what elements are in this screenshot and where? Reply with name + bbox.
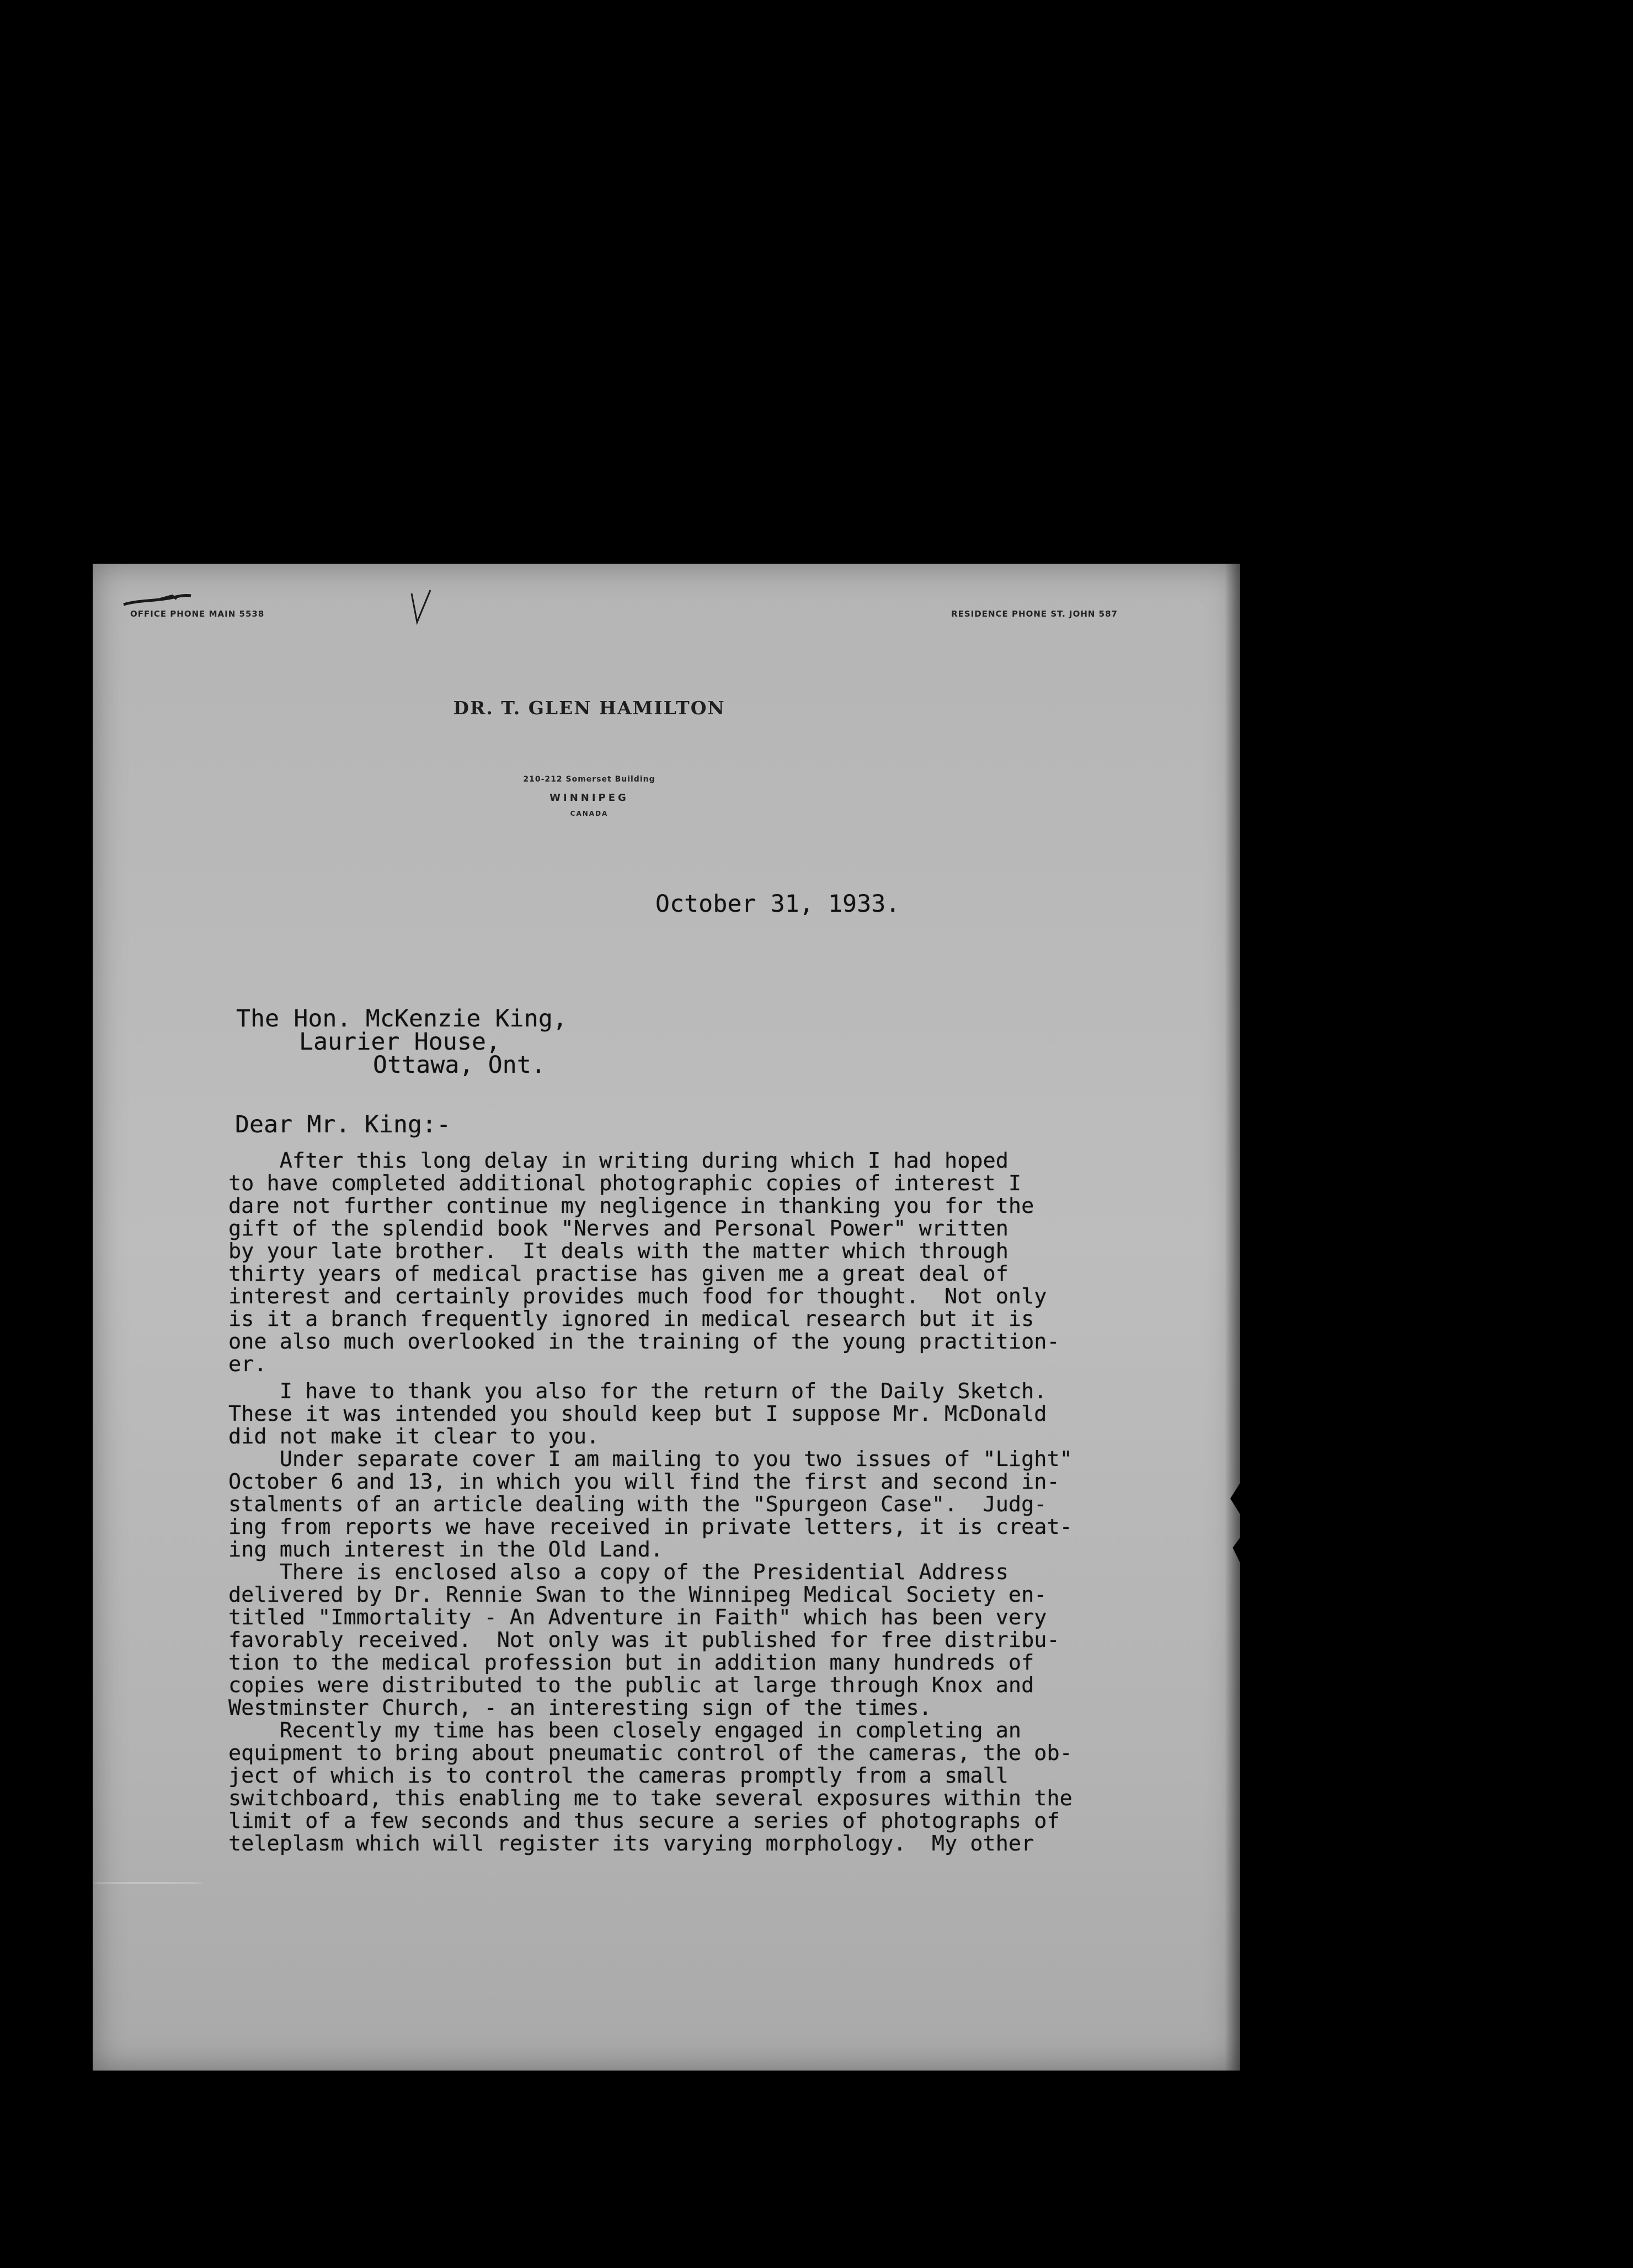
body-line: teleplasm which will register its varying morphology. My other	[228, 1831, 1034, 1856]
recipient-city: Ottawa, Ont.	[373, 1051, 546, 1079]
letterhead-address-city: WINNIPEG	[549, 792, 629, 804]
recipient-house: Laurier House,	[299, 1028, 501, 1056]
body-line: is it a branch frequently ignored in medical research but it is	[228, 1307, 1034, 1331]
body-line: did not make it clear to you.	[228, 1424, 600, 1449]
body-line: er.	[228, 1352, 267, 1377]
paper-edge-shadow	[1225, 564, 1240, 2071]
office-phone: OFFICE PHONE MAIN 5538	[130, 609, 265, 619]
residence-phone: RESIDENCE PHONE ST. JOHN 587	[951, 609, 1118, 619]
body-line: titled "Immortality - An Adventure in Faith" which has been very	[228, 1605, 1047, 1630]
letterhead-name: DR. T. GLEN HAMILTON	[453, 697, 725, 719]
body-line: switchboard, this enabling me to take several exposures within the	[228, 1786, 1072, 1811]
body-line: ject of which is to control the cameras promptly from a small	[228, 1763, 1008, 1788]
body-line: favorably received. Not only was it published for free distribu-	[228, 1628, 1060, 1652]
body-line: dare not further continue my negligence in thanking you for the	[228, 1194, 1034, 1218]
body-line: tion to the medical profession but in addition many hundreds of	[228, 1650, 1034, 1675]
letterhead-address-building: 210-212 Somerset Building	[523, 775, 655, 784]
body-line: copies were distributed to the public at large through Knox and	[228, 1673, 1034, 1698]
body-line: ing much interest in the Old Land.	[228, 1537, 664, 1562]
body-line: There is enclosed also a copy of the Presidential Address	[228, 1560, 1008, 1585]
body-line: thirty years of medical practise has given me a great deal of	[228, 1261, 1008, 1286]
body-line: Westminster Church, - an interesting sign of the times.	[228, 1695, 932, 1720]
letter-body	[228, 1149, 1177, 1855]
letter-page	[93, 564, 1240, 2071]
body-line: to have completed additional photographic copies of interest I	[228, 1171, 1022, 1196]
letterhead-address-country: CANADA	[570, 810, 609, 817]
body-line: These it was intended you should keep but I suppose Mr. McDonald	[228, 1402, 1047, 1426]
body-line: October 6 and 13, in which you will find the first and second in-	[228, 1469, 1060, 1494]
recipient-name: The Hon. McKenzie King,	[236, 1005, 568, 1033]
body-line: one also much overlooked in the training of the young practition-	[228, 1329, 1060, 1354]
body-line: gift of the splendid book "Nerves and Personal Power" written	[228, 1216, 1008, 1241]
body-line: delivered by Dr. Rennie Swan to the Winnipeg Medical Society en-	[228, 1582, 1047, 1607]
letter-date: October 31, 1933.	[655, 890, 900, 918]
body-line: interest and certainly provides much food for thought. Not only	[228, 1284, 1047, 1309]
check-mark-icon	[408, 588, 434, 627]
body-line: I have to thank you also for the return of the Daily Sketch.	[228, 1379, 1047, 1404]
salutation: Dear Mr. King:-	[235, 1111, 451, 1138]
body-line: equipment to bring about pneumatic control of the cameras, the ob-	[228, 1741, 1072, 1766]
paper-crease	[93, 1882, 203, 1884]
body-line: ing from reports we have received in private letters, it is creat-	[228, 1515, 1072, 1539]
body-line: stalments of an article dealing with the "Spurgeon Case". Judg-	[228, 1492, 1047, 1517]
body-line: Under separate cover I am mailing to you two issues of "Light"	[228, 1447, 1072, 1472]
body-line: by your late brother. It deals with the matter which through	[228, 1239, 1008, 1264]
body-line: limit of a few seconds and thus secure a series of photographs of	[228, 1809, 1060, 1833]
body-line: Recently my time has been closely engaged in completing an	[228, 1718, 1022, 1743]
body-line: After this long delay in writing during which I had hoped	[228, 1148, 1008, 1173]
